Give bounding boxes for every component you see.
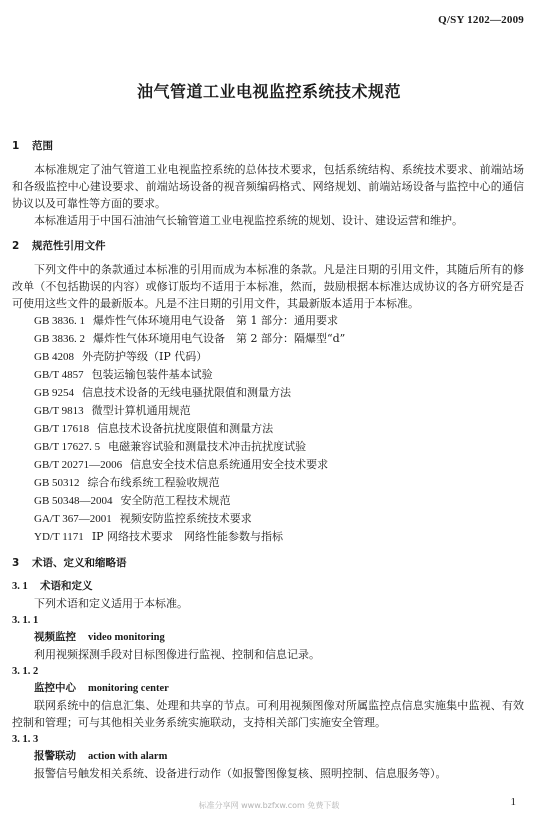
term-definition: 报警信号触发相关系统、设备进行动作（如报警图像复核、照明控制、信息服务等）。 [34,767,447,780]
reference-item: GB 9254 信息技术设备的无线电骚扰限值和测量方法 [34,386,292,399]
term-number: 3. 1. 1 [12,615,39,626]
standard-code: Q/SY 1202—2009 [438,14,524,26]
reference-item: YD/T 1171 IP 网络技术要求 网络性能参数与指标 [34,530,284,543]
section-2-heading: 2 规范性引用文件 [12,240,106,252]
term-number: 3. 1. 2 [12,666,39,677]
reference-item: GB 50312 综合布线系统工程验收规范 [34,476,220,489]
section-2-intro: 下列文件中的条款通过本标准的引用而成为本标准的条款。凡是注日期的引用文件，其随后所有的修改单（不包括勘误的内容）或修订版均不适用于本标准，然而，鼓励根据本标准达成协议的各方研究是否可使用这些文件的最新版本。凡是不注日期的引用文件，其最新版本适用于本标准。 [12,263,524,310]
reference-item: GA/T 367—2001 视频安防监控系统技术要求 [34,512,252,525]
subsection-3-1-intro: 下列术语和定义适用于本标准。 [34,597,188,610]
section-3-heading: 3 术语、定义和缩略语 [12,557,127,569]
reference-item: GB 4208 外壳防护等级（IP 代码） [34,350,208,363]
section-1-paragraph-2: 本标准适用于中国石油油气长输管道工业电视监控系统的规划、设计、建设运营和维护。 [34,214,463,227]
section-1-paragraph-1: 本标准规定了油气管道工业电视监控系统的总体技术要求，包括系统结构、系统技术要求、前端站场和各级监控中心建设要求、前端站场设备的视音频编码格式、网络规划、前端站场设备与监控中心的通信协议以及可靠性等方面的要求。 [12,163,524,210]
subsection-3-1-heading: 3. 1 术语和定义 [12,580,93,592]
reference-item: GB 3836. 1 爆炸性气体环境用电气设备 第 1 部分：通用要求 [34,314,339,327]
term-definition: 联网系统中的信息汇集、处理和共享的节点。可利用视频图像对所属监控点信息实施集中监视、有效控制和管理；可与其他相关业务系统实施联动，支持相关部门实施安全管理。 [12,699,524,729]
page-number: 1 [510,796,516,808]
reference-item: GB/T 4857 包装运输包装件基本试验 [34,368,213,381]
term-heading: 报警联动 action with alarm [34,750,168,762]
watermark-text: 标准分享网 www.bzfxw.com 免费下载 [198,801,340,810]
reference-item: GB/T 20271—2006 信息安全技术信息系统通用安全技术要求 [34,458,329,471]
reference-item: GB/T 17627. 5 电磁兼容试验和测量技术冲击抗扰度试验 [34,440,307,453]
section-1-heading: 1 范围 [12,140,53,152]
normative-references-list [12,312,524,546]
document-body [12,138,524,782]
term-definition: 利用视频探测手段对目标图像进行监视、控制和信息记录。 [34,648,320,661]
reference-item: GB/T 9813 微型计算机通用规范 [34,404,191,417]
term-heading: 视频监控 video monitoring [34,631,165,643]
document-title: 油气管道工业电视监控系统技术规范 [136,82,401,101]
reference-item: GB/T 17618 信息技术设备抗扰度限值和测量方法 [34,422,274,435]
term-number: 3. 1. 3 [12,734,39,745]
reference-item: GB 3836. 2 爆炸性气体环境用电气设备 第 2 部分：隔爆型“d” [34,332,346,345]
reference-item: GB 50348—2004 安全防范工程技术规范 [34,494,231,507]
term-heading: 监控中心 monitoring center [34,682,169,694]
